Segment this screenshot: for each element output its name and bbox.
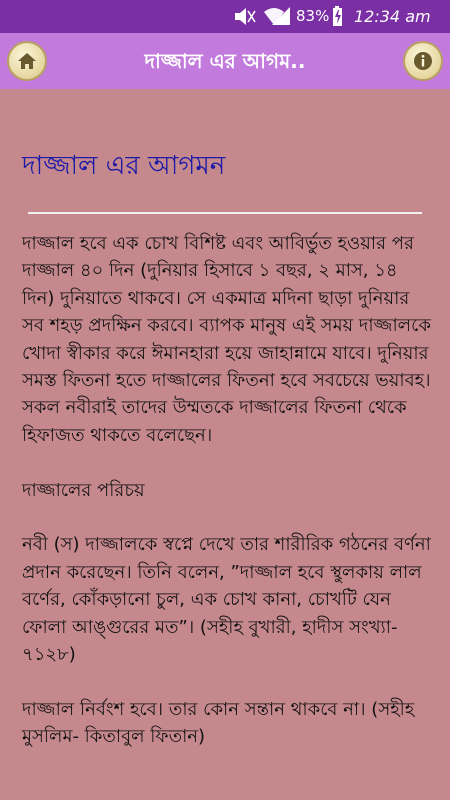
clock: 12:34 am — [354, 7, 431, 26]
info-button[interactable] — [403, 41, 443, 81]
home-button[interactable] — [7, 41, 47, 81]
mute-icon — [232, 0, 256, 33]
page-title: দাজ্জাল এর আগম.. — [144, 49, 306, 73]
paragraph-description: নবী (স) দাজ্জালকে স্বপ্নে দেখে তার শারীরিক গঠনের বর্ণনা প্রদান করেছেন। তিনি বলেন, ”দাজ্জাল হবে স্থুলকায় লাল বর্ণের, কোঁকড়ানো চুল, এক চোখ কানা, চোখটি যেন ফোলা আঙ্গুরের মত”। (সহীহ বুখারী, হাদীস সংখ্যা- ৭১২৮) — [22, 534, 431, 666]
status-bar — [0, 0, 450, 33]
home-icon — [17, 51, 37, 71]
section-title-identity: দাজ্জালের পরিচয় — [22, 479, 145, 501]
battery-percent: 83% — [296, 7, 330, 25]
divider — [28, 212, 422, 214]
paragraph-intro: দাজ্জাল হবে এক চোখ বিশিষ্ট এবং আবির্ভুত হওয়ার পর দাজ্জাল ৪০ দিন (দুনিয়ার হিসাবে ১ বছর, ২ মাস, ১৪ দিন) দুনিয়াতে থাকবে। সে একমাত্র মদিনা ছাড়া দুনিয়ার সব শহড় প্রদক্ষিন করবে। ব্যাপক মানুষ এই সময় দাজ্জালকে খোদা স্বীকার করে ঈমানহারা হয়ে জাহান্নামে যাবে। দুনিয়ার সমস্ত ফিতনা হতে দাজ্জালের ফিতনা হবে সবচেয়ে ভয়াবহ। সকল নবীরাই তাদের উম্মতকে দাজ্জালের ফিতনা থেকে হিফাজত থাকতে বলেছেন। — [22, 233, 431, 446]
article-content[interactable] — [0, 89, 450, 800]
article-heading: দাজ্জাল এর আগমন — [22, 151, 226, 181]
article-body — [22, 230, 432, 751]
paragraph-descendants: দাজ্জাল নির্বংশ হবে। তার কোন সন্তান থাকবে না। (সহীহ মুসলিম- কিতাবুল ফিতান) — [22, 698, 415, 748]
app-bar — [0, 33, 450, 89]
battery-charging-icon — [332, 0, 344, 33]
signal-icon — [270, 0, 292, 33]
info-icon — [413, 51, 433, 71]
